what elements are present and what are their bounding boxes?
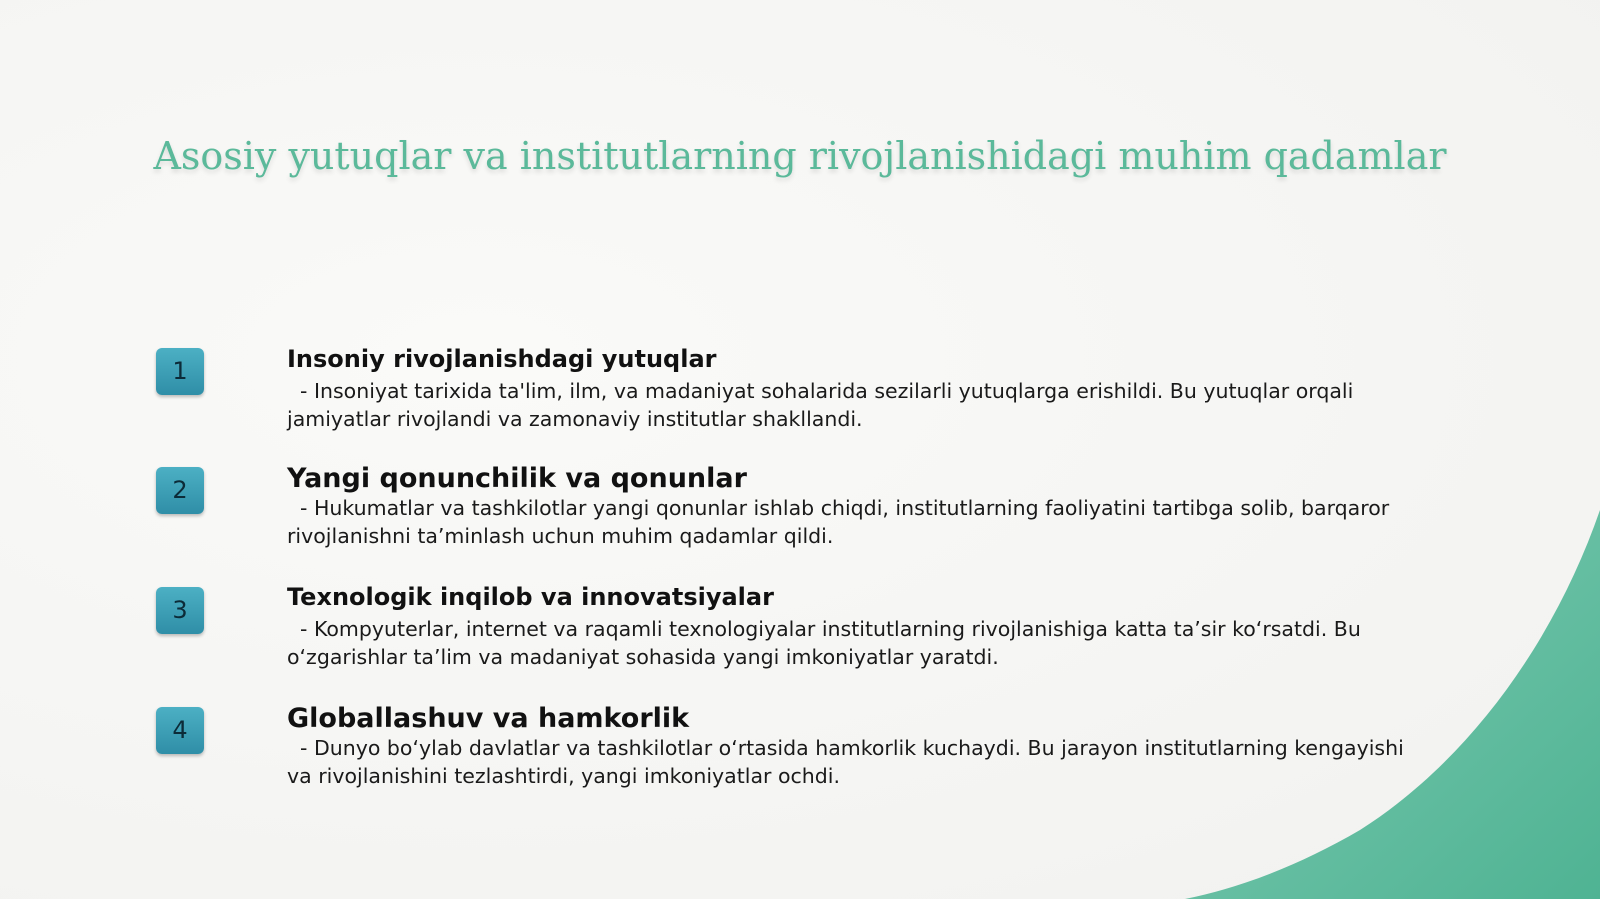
- item-description: - Kompyuterlar, internet va raqamli texnologiyalar institutlarning rivojlanishiga katta ta’sir ko‘rsatdi. Bu o‘zgarishlar ta’lim va madaniyat sohasida yangi imkoniyatlar yaratdi.: [287, 617, 1368, 669]
- item-title: Texnologik inqilob va innovatsiyalar: [287, 583, 774, 611]
- number-badge: 1: [156, 348, 204, 395]
- item-content: [287, 343, 1427, 433]
- item-content: [287, 702, 1427, 790]
- item-title: Insoniy rivojlanishdagi yutuqlar: [287, 345, 717, 373]
- item-description: - Insoniyat tarixida ta'lim, ilm, va madaniyat sohalarida sezilarli yutuqlarga erishildi. Bu yutuqlar orqali jamiyatlar rivojlandi va zamonaviy institutlar shakllandi.: [287, 379, 1360, 431]
- item-description: - Hukumatlar va tashkilotlar yangi qonunlar ishlab chiqdi, institutlarning faoliyatini tartibga solib, barqaror rivojlanishni ta’minlash uchun muhim qadamlar qildi.: [287, 496, 1396, 548]
- item-title: Yangi qonunchilik va qonunlar: [287, 463, 747, 494]
- slide-title: Asosiy yutuqlar va institutlarning rivojlanishidagi muhim qadamlar: [153, 134, 1447, 178]
- number-badge: 4: [156, 707, 204, 754]
- item-title: Globallashuv va hamkorlik: [287, 703, 690, 734]
- number-badge: 2: [156, 467, 204, 514]
- item-content: [287, 462, 1427, 550]
- item-content: [287, 581, 1427, 671]
- item-description: - Dunyo bo‘ylab davlatlar va tashkilotlar o‘rtasida hamkorlik kuchaydi. Bu jarayon institutlarning kengayishi va rivojlanishini tezlashtirdi, yangi imkoniyatlar ochdi.: [287, 736, 1411, 788]
- number-badge: 3: [156, 587, 204, 634]
